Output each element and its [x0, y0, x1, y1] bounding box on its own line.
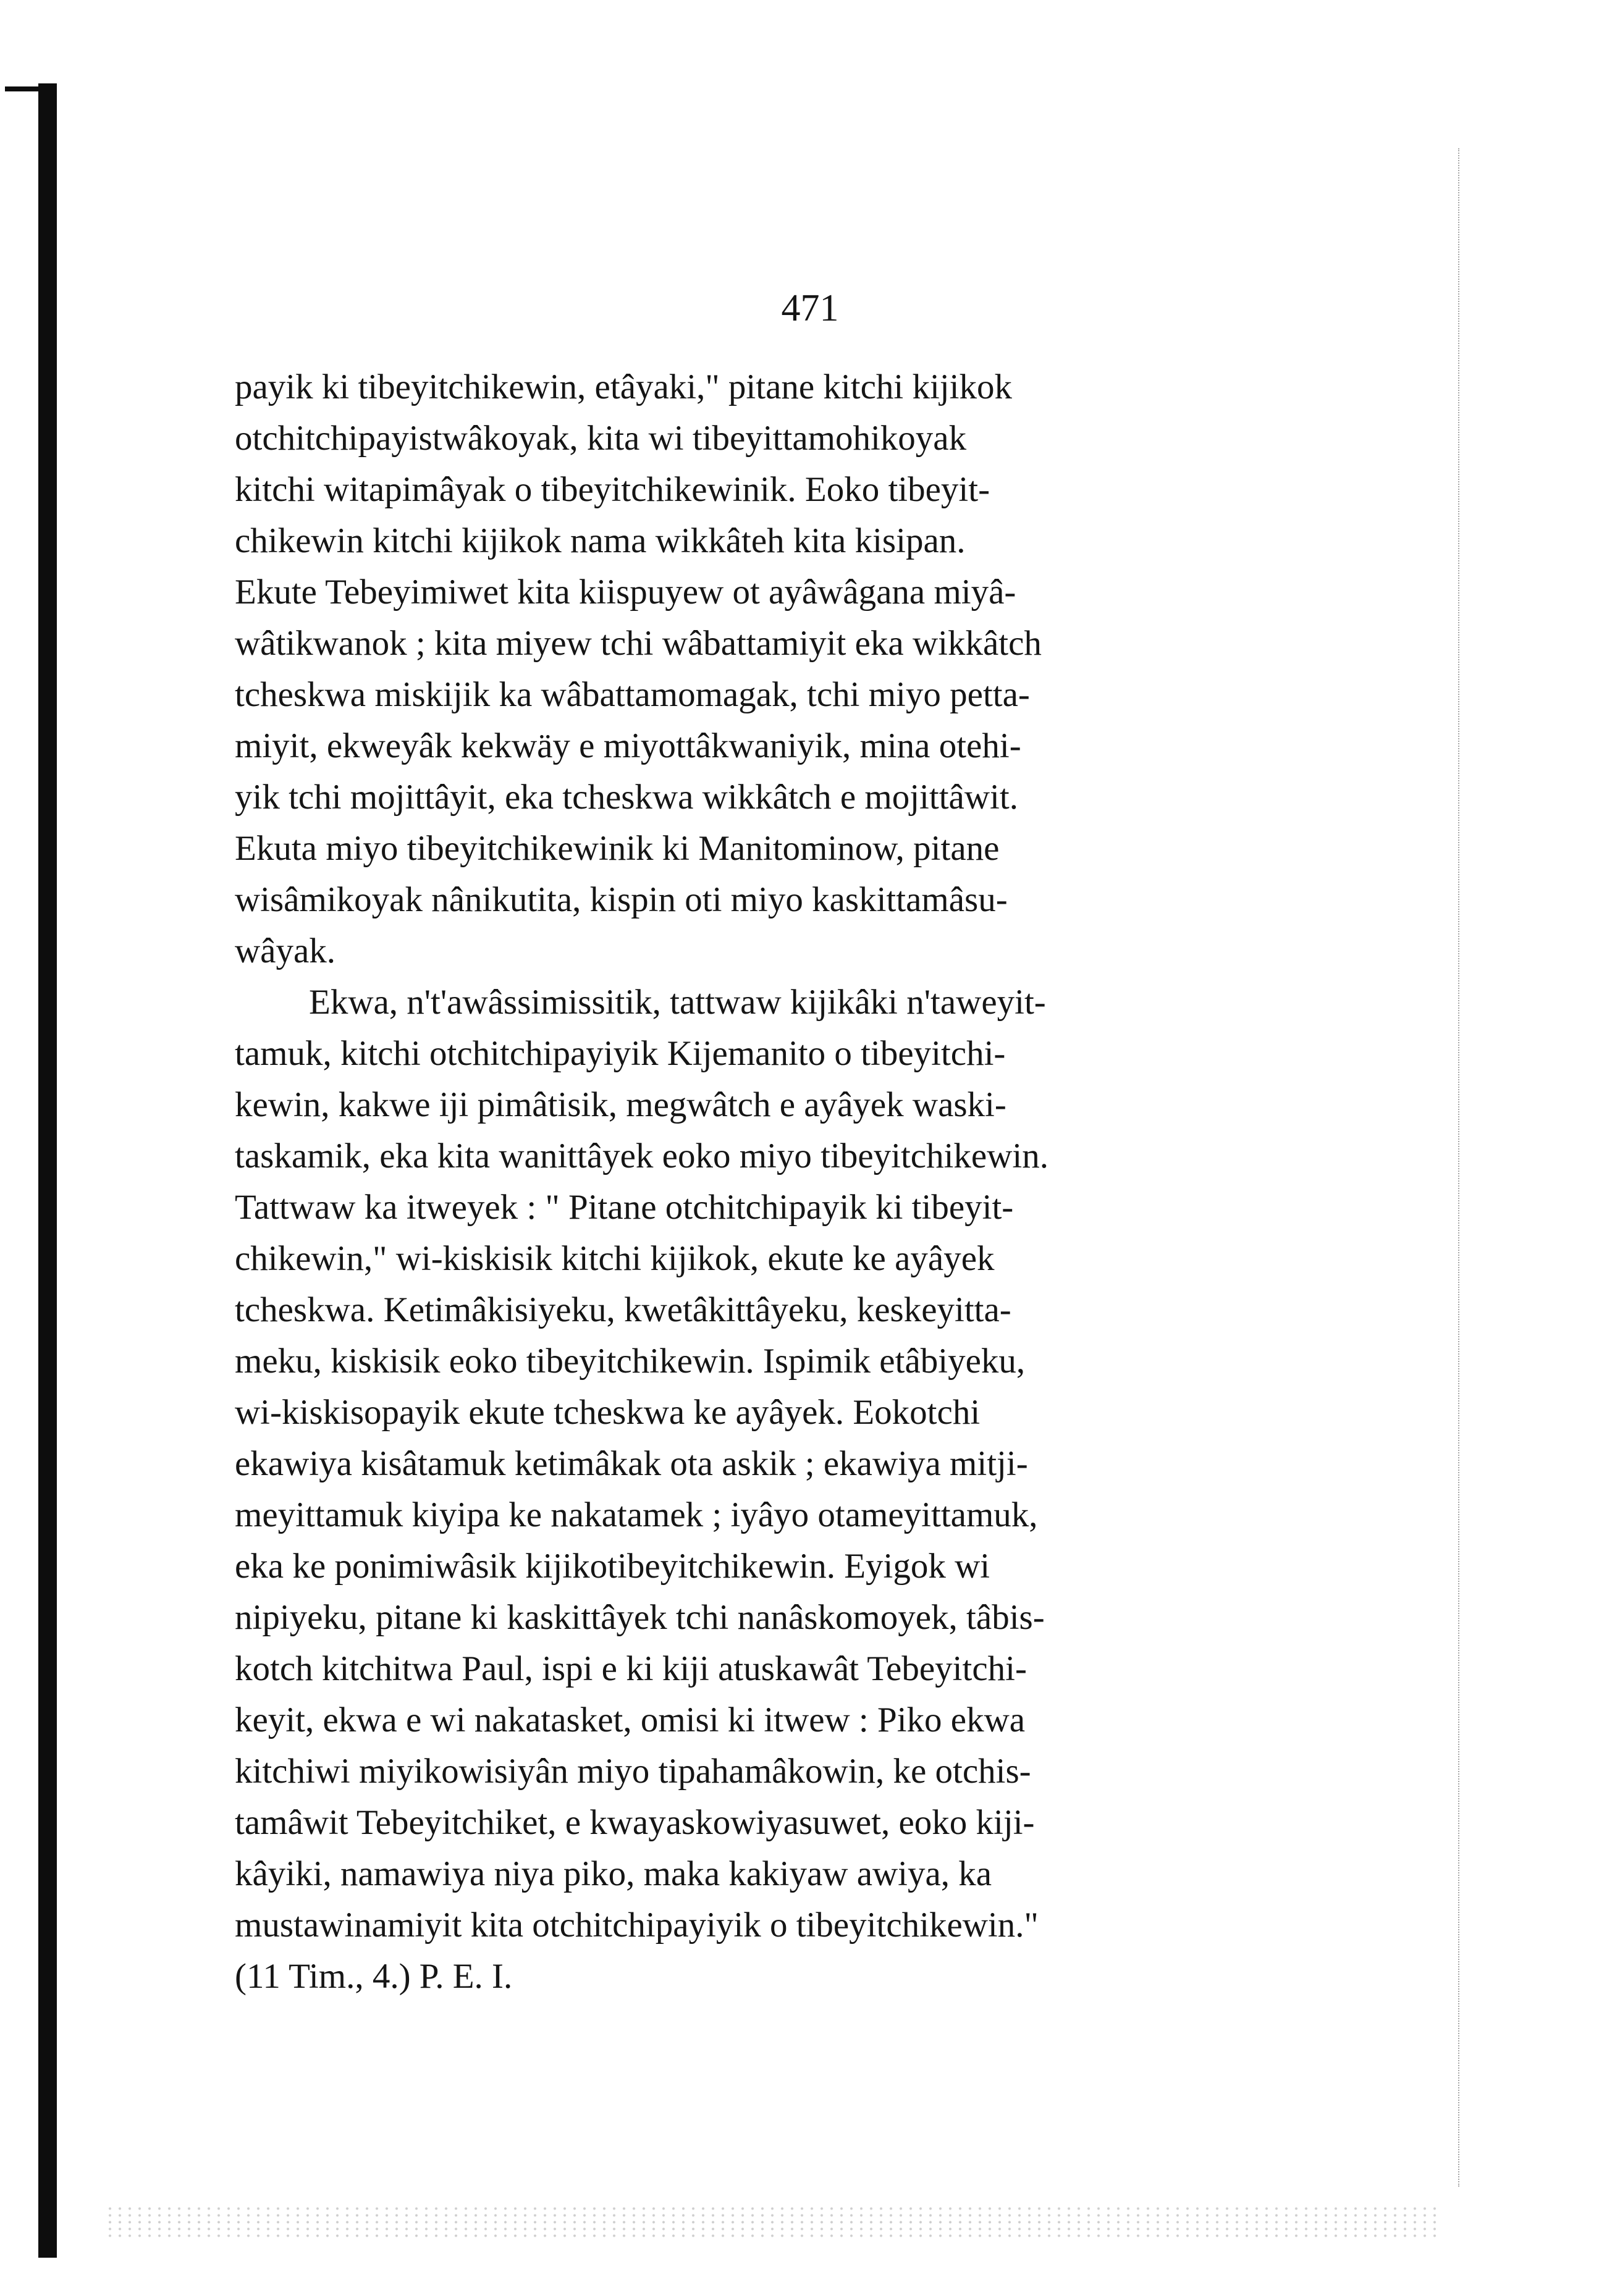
text-line: nipiyeku, pitane ki kaskittâyek tchi nanâskomoyek, tâbis- — [235, 1598, 1045, 1637]
text-line: payik ki tibeyitchikewin, etâyaki," pitane kitchi kijikok — [235, 368, 1012, 406]
text-line: mustawinamiyit kita otchitchipayiyik o tibeyitchikewin." — [235, 1906, 1039, 1945]
page-binding-edge — [38, 83, 57, 2258]
text-line: otchitchipayistwâkoyak, kita wi tibeyittamohikoyak — [235, 419, 967, 458]
text-line: ekawiya kisâtamuk ketimâkak ota askik ; ekawiya mitji- — [235, 1444, 1028, 1483]
page-right-edge — [1458, 148, 1472, 2187]
text-line: chikewin," wi-kiskisik kitchi kijikok, ekute ke ayâyek — [235, 1239, 995, 1278]
text-line: tcheskwa. Ketimâkisiyeku, kwetâkittâyeku, keskeyitta- — [235, 1290, 1011, 1329]
body-text — [235, 361, 1328, 2002]
text-line: meku, kiskisik eoko tibeyitchikewin. Ispimik etâbiyeku, — [235, 1342, 1026, 1381]
text-line: kitchiwi miyikowisiyân miyo tipahamâkowin, ke otchis- — [235, 1752, 1031, 1791]
text-line: wâtikwanok ; kita miyew tchi wâbattamiyit eka wikkâtch — [235, 624, 1042, 663]
text-line: Tattwaw ka itweyek : " Pitane otchitchipayik ki tibeyit- — [235, 1188, 1014, 1227]
text-line: Ekuta miyo tibeyitchikewinik ki Manitominow, pitane — [235, 829, 1000, 868]
text-line: Ekwa, n't'awâssimissitik, tattwaw kijikâki n'taweyit- — [309, 983, 1046, 1022]
text-line: kotch kitchitwa Paul, ispi e ki kiji atuskawât Tebeyitchi- — [235, 1649, 1027, 1688]
text-line: wi-kiskisopayik ekute tcheskwa ke ayâyek. Eokotchi — [235, 1393, 981, 1432]
text-line: kitchi witapimâyak o tibeyitchikewinik. Eoko tibeyit- — [235, 470, 990, 509]
text-line: kewin, kakwe iji pimâtisik, megwâtch e ayâyek waski- — [235, 1085, 1006, 1124]
text-line: chikewin kitchi kijikok nama wikkâteh kita kisipan. — [235, 521, 966, 560]
page-number: 471 — [781, 287, 839, 329]
text-line: yik tchi mojittâyit, eka tcheskwa wikkâtch e mojittâwit. — [235, 778, 1018, 817]
text-line: tamâwit Tebeyitchiket, e kwayaskowiyasuwet, eoko kiji- — [235, 1803, 1035, 1842]
citation-line: (11 Tim., 4.) P. E. I. — [235, 1957, 513, 1996]
scan-noise — [105, 2205, 1440, 2239]
text-line: keyit, ekwa e wi nakatasket, omisi ki itwew : Piko ekwa — [235, 1701, 1026, 1739]
text-line: taskamik, eka kita wanittâyek eoko miyo tibeyitchikewin. — [235, 1137, 1048, 1175]
text-line: tamuk, kitchi otchitchipayiyik Kijemanito o tibeyitchi- — [235, 1034, 1006, 1073]
text-line: meyittamuk kiyipa ke nakatamek ; iyâyo otameyittamuk, — [235, 1495, 1038, 1534]
text-line: miyit, ekweyâk kekwäy e miyottâkwaniyik, mina otehi- — [235, 726, 1021, 765]
text-line: kâyiki, namawiya niya piko, maka kakiyaw awiya, ka — [235, 1854, 992, 1893]
text-line: eka ke ponimiwâsik kijikotibeyitchikewin. Eyigok wi — [235, 1547, 990, 1586]
text-line: Ekute Tebeyimiwet kita kiispuyew ot ayâwâgana miyâ- — [235, 573, 1016, 612]
page-corner-mark — [5, 86, 54, 91]
text-line: wisâmikoyak nânikutita, kispin oti miyo kaskittamâsu- — [235, 880, 1008, 919]
text-line: wâyak. — [235, 931, 336, 970]
text-line: tcheskwa miskijik ka wâbattamomagak, tchi miyo petta- — [235, 675, 1030, 714]
